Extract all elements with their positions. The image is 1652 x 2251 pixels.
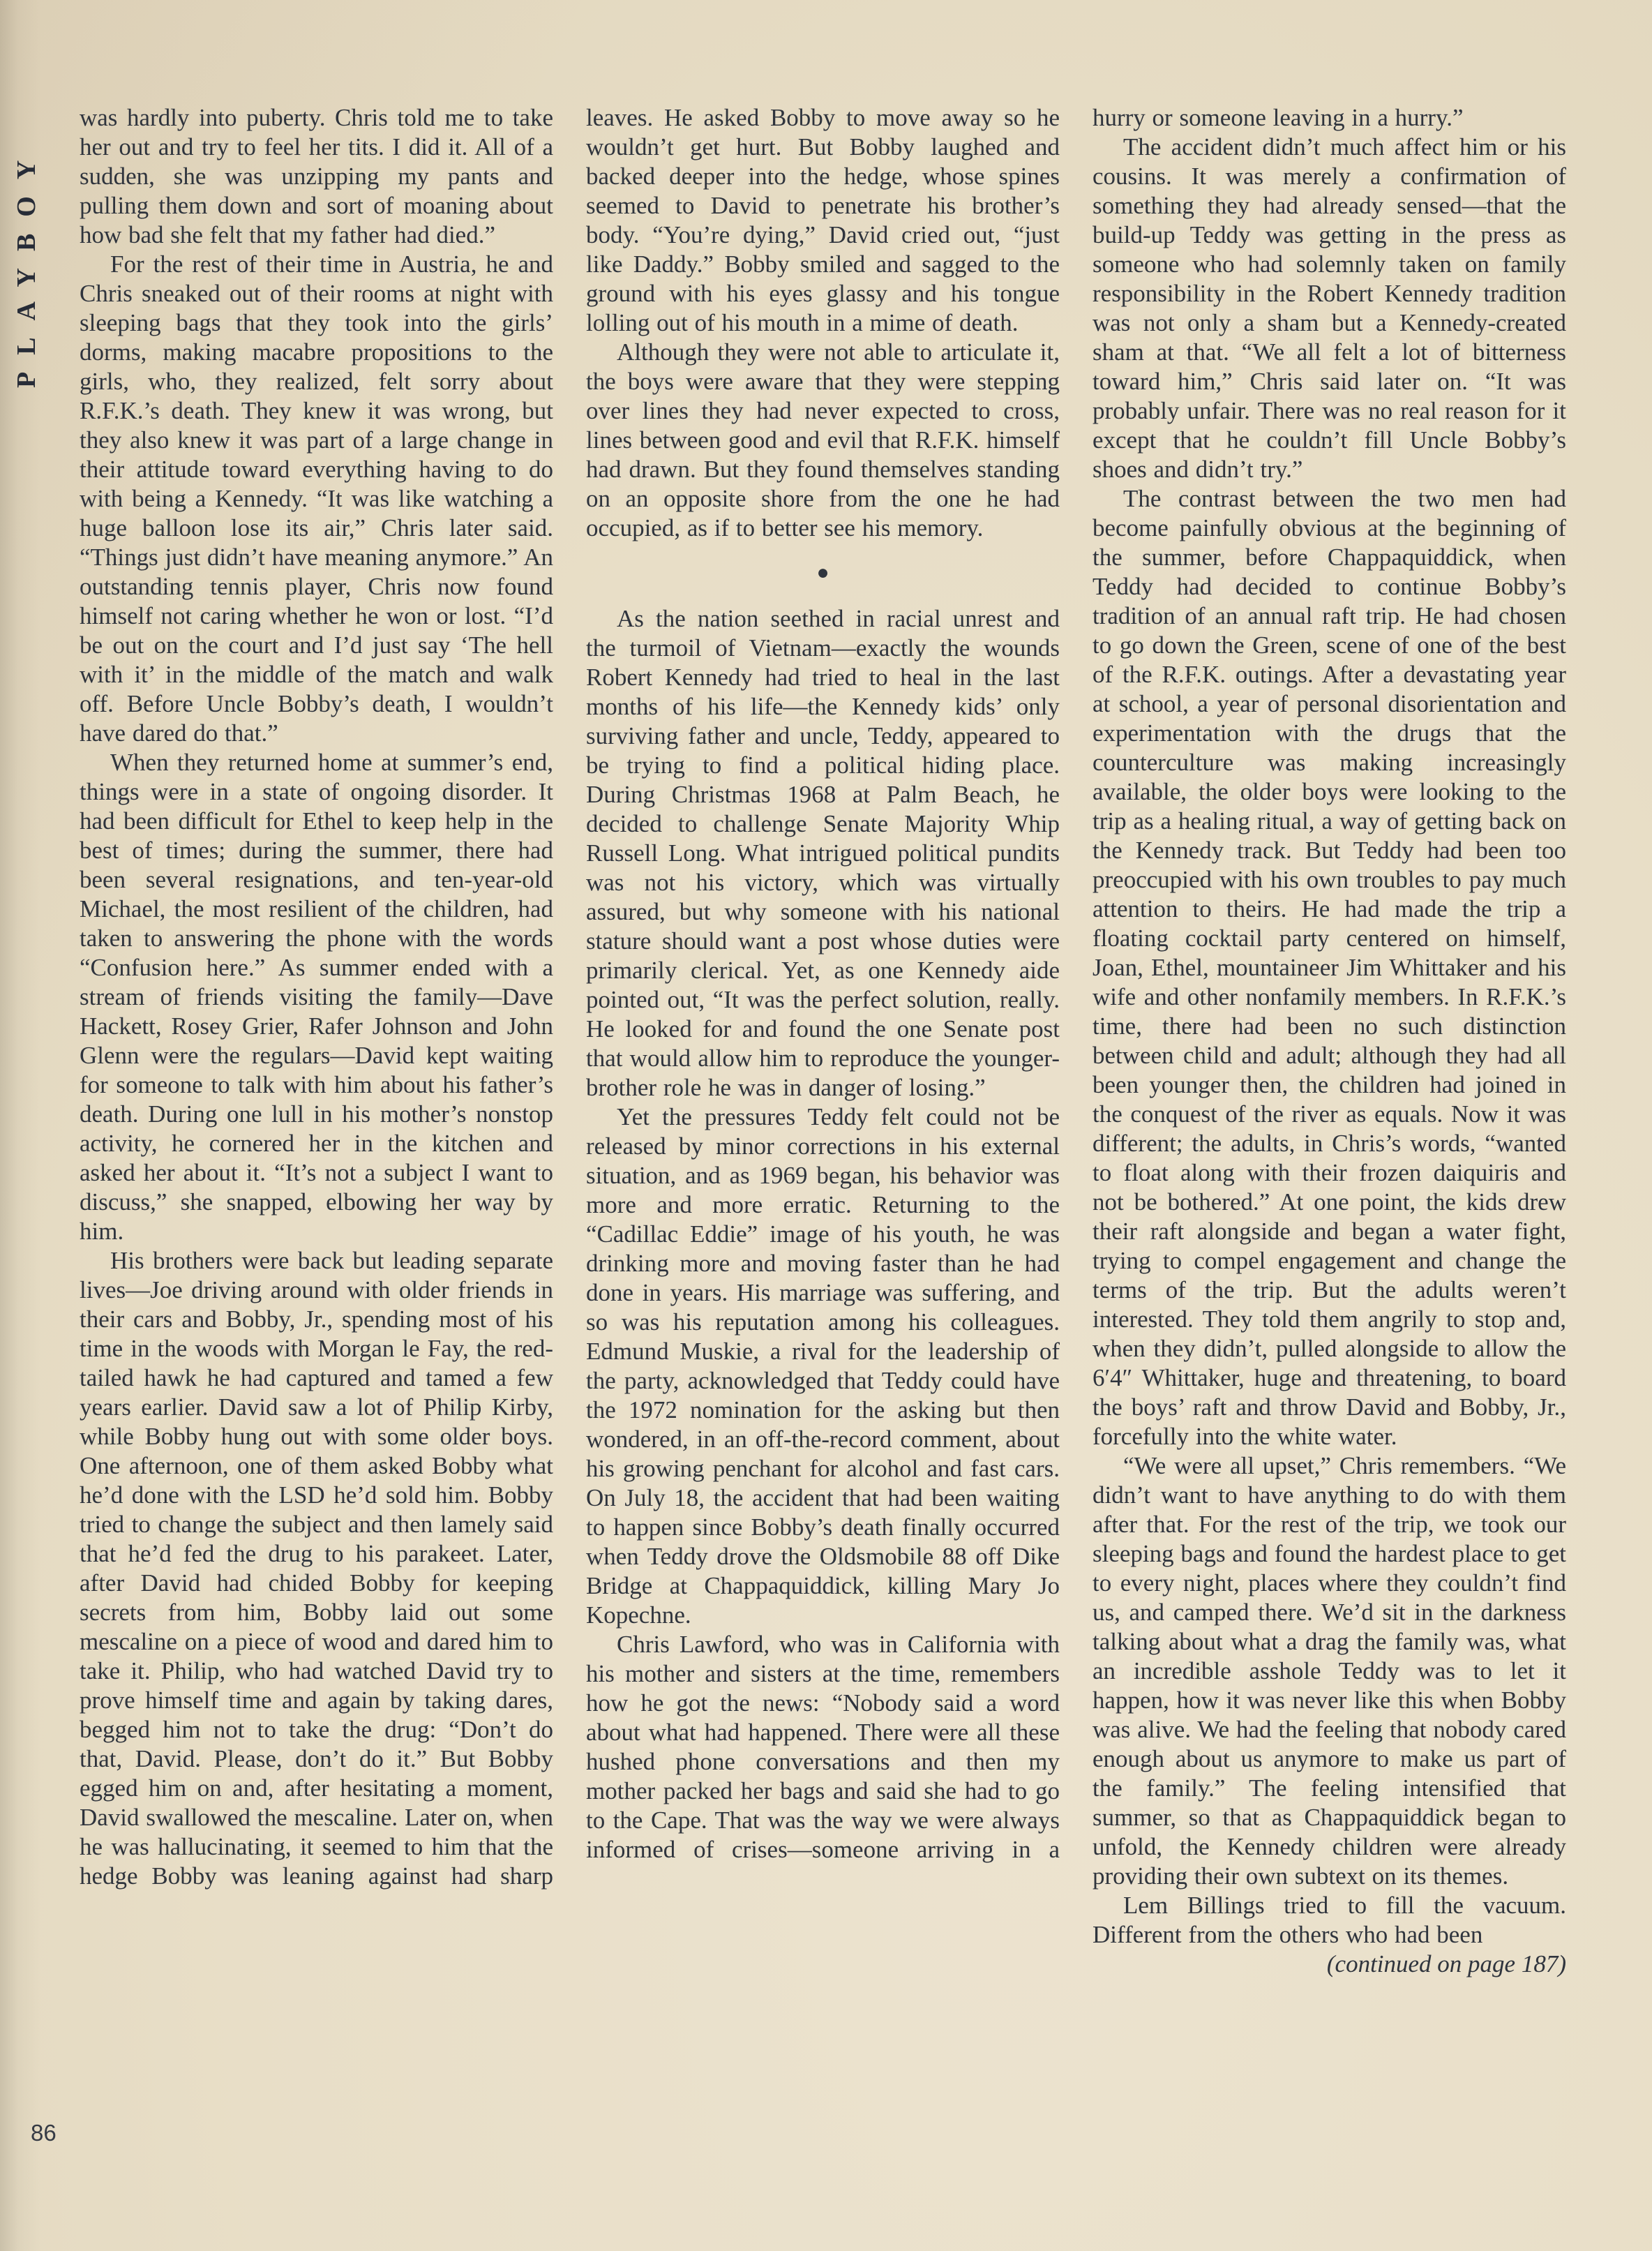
paragraph: Yet the pressures Teddy felt could not be released by minor corrections in his external situation, and as 1969 began, his behavior was more and more erratic. Returning to the “Cadillac Eddie” image of his youth, he was drinking more and moving faster than he had done in years. His marriage was suffering, and so was his reputation among his colleagues. Edmund Muskie, a rival for the leadership of the party, acknowledged that Teddy could have the 1972 nomination for the asking but then wondered, in an off-the-record comment, about his growing penchant for alcohol and fast cars. On July 18, the accident that had been waiting to happen since Bobby’s death finally occurred when Teddy drove the Oldsmobile 88 off Dike Bridge at Chappaquiddick, killing Mary Jo Kopechne. bbox=[586, 1103, 1060, 1629]
paragraph: As the nation seethed in racial unrest and the turmoil of Vietnam—exactly the wounds Robert Kennedy had tried to heal in the last months of his life—the Kennedy kids’ only surviving father and uncle, Teddy, appeared to be trying to find a political hiding place. During Christmas 1968 at Palm Beach, he decided to challenge Senate Majority Whip Russell Long. What intrigued political pundits was not his victory, which was virtually assured, but why someone with his national stature should want a post whose duties were primarily clerical. Yet, as one Kennedy aide pointed out, “It was the perfect solution, really. He looked for and found the one Senate post that would allow him to reproduce the younger-brother role he was in danger of losing.” bbox=[586, 605, 1060, 1101]
paragraph: When they returned home at summer’s end, things were in a state of ongoing disorder. It had been difficult for Ethel to keep help in the best of times; during the summer, there had been several resignations, and ten-year-old Michael, the most resilient of the children, had taken to answering the phone with the words “Confusion here.” As summer ended with a stream of friends visiting the family—Dave Hackett, Rosey Grier, Rafer Johnson and John Glenn were the regulars—David kept waiting for someone to talk with him about his father’s death. During one lull in his mother’s nonstop activity, he cornered her in the kitchen and asked her about it. “It’s not a subject I want to discuss,” she snapped, elbowing her way by him. bbox=[80, 749, 553, 1245]
paragraph: For the rest of their time in Austria, he and Chris sneaked out of their rooms at night with sleeping bags that they took into the girls’ dorms, making macabre propositions to the girls, who, they realized, felt sorry about R.F.K.’s death. They knew it was wrong, but they also knew it was part of a large change in their attitude toward everything having to do with being a Kennedy. “It was like watching a huge balloon lose its air,” Chris later said. “Things just didn’t have meaning anymore.” An outstanding tennis player, Chris now found himself not caring whether he won or lost. “I’d be out on the court and I’d just say ‘The hell with it’ in the middle of the match and walk off. Before Uncle Bobby’s death, I wouldn’t have dared do that.” bbox=[80, 250, 553, 747]
text-column-3 bbox=[1092, 103, 1566, 1979]
paragraph: hurry or someone leaving in a hurry.” bbox=[1092, 104, 1464, 131]
text-column-2 bbox=[586, 103, 1060, 1979]
paragraph: His brothers were back but leading separate lives—Joe driving around with older friends in their cars and Bobby, Jr., spending most of his time in the woods with Morgan le Fay, the red-tailed hawk he had captured and tamed a few years earlier. David saw a lot of Philip Kirby, while Bobby hung out with some older boys. One afternoon, one of them asked Bobby what he’d done with the LSD he’d sold him. Bobby tried to change the subject and then lamely said that he’d fed the drug to his parakeet. Later, after David had chided Bobby for keeping secrets from him, Bobby laid out some mescaline on a piece of wood and dared him to take it. Philip, who had watched David try to prove himself time and again by taking dares, begged him not to take the drug: “Don’t do that, David. Please, don’t do it.” But Bobby egged him on and, after hesitating a moment, David swallowed the mescaline. Later on, when he was hallucinating, it seemed to him that the hedge Bobby was leaning against had sharp bbox=[80, 1247, 553, 1890]
paragraph: Lem Billings tried to fill the vacuum. Different from the others who had been bbox=[1092, 1892, 1566, 1948]
paragraph: The accident didn’t much affect him or his cousins. It was merely a confirmation of something they had already sensed—that the build-up Teddy was getting in the press as someone who had solemnly taken on family responsibility in the Robert Kennedy tradition was not only a sham but a Kennedy-created sham at that. “We all felt a lot of bitterness toward him,” Chris said later on. “It was probably unfair. There was no real reason for it except that he couldn’t fill Uncle Bobby’s shoes and didn’t try.” bbox=[1092, 133, 1566, 483]
continuation-note: (continued on page 187) bbox=[1326, 1950, 1566, 1977]
paragraph: The contrast between the two men had become painfully obvious at the beginning of the summer, before Chappaquiddick, when Teddy had decided to continue Bobby’s tradition of an annual raft trip. He had chosen to go down the Green, scene of one of the best of the R.F.K. outings. After a devastating year at school, a year of personal disorientation and experimentation with the drugs that the counterculture was making increasingly available, the older boys were looking to the trip as a healing ritual, a way of getting back on the Kennedy track. But Teddy had been too preoccupied with his own troubles to pay much attention to theirs. He had made the trip a floating cocktail party centered on himself, Joan, Ethel, mountaineer Jim Whittaker and his wife and other nonfamily members. In R.F.K.’s time, there had been no such distinction between child and adult; although they had all been younger then, the children had joined in the conquest of the river as equals. Now it was different; the adults, in Chris’s words, “wanted to float along with their frozen daiquiris and not be bothered.” At one point, the kids drew their raft alongside and began a water fight, trying to compel engagement and change the terms of the trip. But the adults weren’t interested. They told them angrily to stop and, when they didn’t, pulled alongside to allow the 6′4″ Whittaker, huge and threatening, to board the boys’ raft and throw David and Bobby, Jr., forcefully into the white water. bbox=[1092, 485, 1566, 1450]
page-number: 86 bbox=[31, 2120, 57, 2146]
section-break-bullet: ● bbox=[816, 561, 829, 584]
paragraph: Although they were not able to articulate it, the boys were aware that they were stepping over lines they had never expected to cross, lines between good and evil that R.F.K. himself had drawn. But they found themselves standing on an opposite shore from the one he had occupied, as if to better see his memory. bbox=[586, 338, 1060, 541]
paragraph: was hardly into puberty. Chris told me to take her out and try to feel her tits. I did it. All of a sudden, she was unzipping my pants and pulling them down and sort of moaning about how bad she felt that my father had died.” bbox=[80, 104, 553, 248]
magazine-masthead-vertical: PLAYBOY bbox=[12, 143, 41, 388]
paragraph: leaves. He asked Bobby to move away so he wouldn’t get hurt. But Bobby laughed and backed deeper into the hedge, whose spines seemed to David to penetrate his brother’s body. “You’re dying,” David cried out, “just like Daddy.” Bobby smiled and sagged to the ground with his eyes glassy and his tongue lolling out of his mouth in a mime of death. bbox=[586, 104, 1060, 336]
paragraph: Chris Lawford, who was in California with his mother and sisters at the time, remembers how he got the news: “Nobody said a word about what had happened. There were all these hushed phone conversations and then my mother packed her bags and said she had to go to the Cape. That was the way we were always informed of crises—someone arriving in a bbox=[586, 1631, 1060, 1863]
text-column-1 bbox=[80, 103, 553, 1979]
article-columns bbox=[80, 103, 1567, 1979]
paragraph: “We were all upset,” Chris remembers. “We didn’t want to have anything to do with them after that. For the rest of the trip, we took our sleeping bags and found the hardest place to get to every night, places where they couldn’t find us, and camped there. We’d sit in the darkness talking about what a drag the family was, what an incredible asshole Teddy was to let it happen, how it was never like this when Bobby was alive. We had the feeling that nobody cared enough about us anymore to make us part of the family.” The feeling intensified that summer, so that as Chappaquiddick began to unfold, the Kennedy children were already providing their own subtext on its themes. bbox=[1092, 1452, 1566, 1890]
